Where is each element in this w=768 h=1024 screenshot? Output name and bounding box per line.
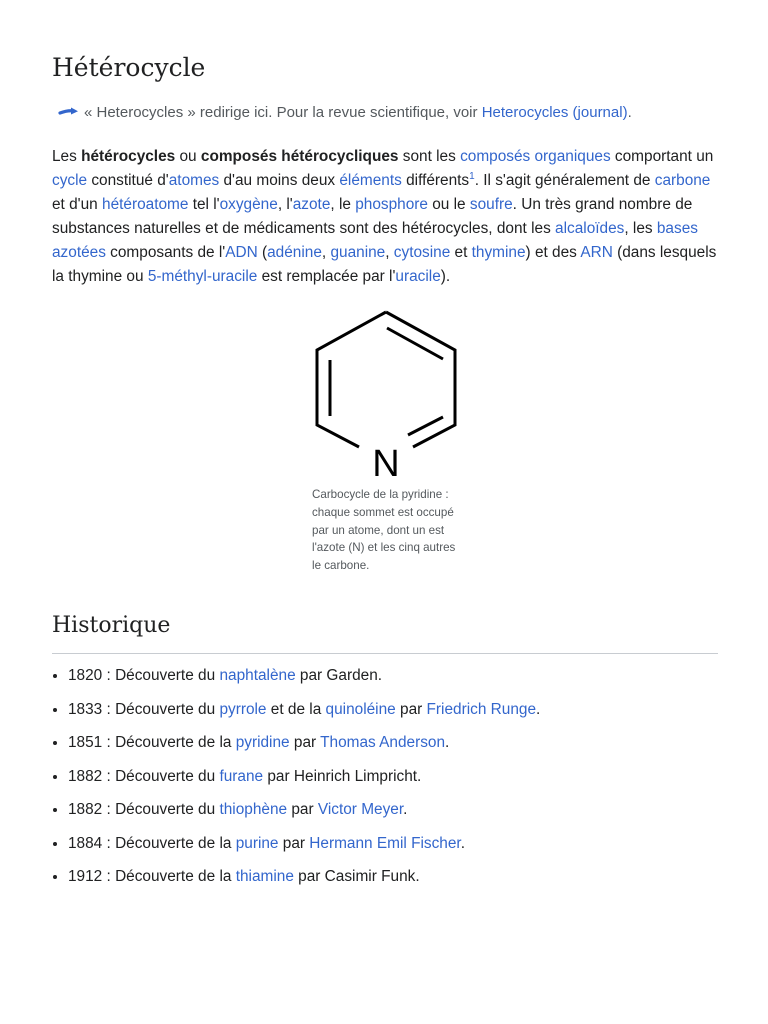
intro-text: , les <box>624 220 657 237</box>
link-cytosine[interactable]: cytosine <box>393 244 451 261</box>
link-pyrrole[interactable]: pyrrole <box>219 700 267 718</box>
link-bases-azotees[interactable]: bases azotées <box>52 220 698 261</box>
list-item <box>68 865 718 889</box>
link-thiamine[interactable]: thiamine <box>235 868 294 885</box>
link-adn[interactable]: ADN <box>225 244 258 261</box>
intro-text: ( <box>257 244 268 261</box>
bold-heterocycles: hétérocycles <box>81 148 176 165</box>
intro-text: ). <box>440 268 451 285</box>
link-soufre[interactable]: soufre <box>469 196 513 213</box>
link-5-methyl-uracile[interactable]: 5-méthyl-uracile <box>147 268 258 285</box>
item-text: 1882 : Découverte du <box>68 767 220 785</box>
pyridine-figure <box>312 304 460 575</box>
bold-composes-heterocycliques: composés hétérocycliques <box>200 148 399 165</box>
intro-text: différents <box>401 172 470 189</box>
link-purine[interactable]: purine <box>235 834 279 852</box>
link-atomes[interactable]: atomes <box>168 172 220 189</box>
nitrogen-atom-label: N <box>372 443 400 484</box>
item-text: . <box>403 801 408 818</box>
intro-text: (dans lesquels la thymine ou <box>52 244 717 285</box>
link-arn[interactable]: ARN <box>580 244 613 261</box>
list-item <box>68 765 718 789</box>
intro-text: d'au moins deux <box>219 172 340 189</box>
item-text: par Casimir Funk. <box>293 868 420 885</box>
page-title: Hétérocycle <box>52 53 206 82</box>
item-text: par <box>395 700 427 718</box>
item-text: . <box>445 734 450 751</box>
section-heading-historique: Historique <box>52 610 718 654</box>
redirect-arrow-icon <box>58 104 80 118</box>
link-thomas-anderson[interactable]: Thomas Anderson <box>320 734 446 751</box>
intro-text: , <box>321 244 331 261</box>
item-text: 1820 : Découverte du <box>68 667 220 684</box>
intro-text: comportant un <box>610 148 714 165</box>
hatnote-text: « Heterocycles » redirige ici. Pour la revue scientifique, voir <box>84 104 482 121</box>
intro-text: Les <box>52 148 82 165</box>
link-hermann-emil-fischer[interactable]: Hermann Emil Fischer <box>309 834 461 852</box>
link-friedrich-runge[interactable]: Friedrich Runge <box>426 700 537 718</box>
intro-text: . Un très grand nombre de substances naturelles et de médicaments sont des hétérocycles, dont les <box>52 196 693 237</box>
link-composes-organiques[interactable]: composés organiques <box>460 148 611 165</box>
hatnote <box>58 103 718 123</box>
link-furane[interactable]: furane <box>219 767 264 785</box>
item-text: par <box>289 734 321 751</box>
hatnote-link-heterocycles-journal[interactable]: Heterocycles (journal) <box>481 104 628 121</box>
link-quinoleine[interactable]: quinoléine <box>325 700 396 718</box>
item-text: . <box>460 834 465 852</box>
intro-text: composants de l' <box>105 244 226 261</box>
list-item <box>68 798 718 822</box>
item-text: par Garden. <box>295 667 383 684</box>
intro-text: tel l' <box>188 196 220 213</box>
link-uracile[interactable]: uracile <box>395 268 441 285</box>
hatnote-end: . <box>627 104 632 121</box>
link-thymine[interactable]: thymine <box>471 244 526 261</box>
intro-paragraph <box>52 145 718 289</box>
link-heteroatome[interactable]: hétéroatome <box>102 196 189 213</box>
history-list <box>52 664 718 899</box>
list-item <box>68 731 718 755</box>
item-text: par <box>287 801 318 818</box>
link-azote[interactable]: azote <box>292 196 331 213</box>
list-item <box>68 832 718 856</box>
link-alcaloides[interactable]: alcaloïdes <box>555 220 625 237</box>
link-oxygene[interactable]: oxygène <box>219 196 278 213</box>
intro-text: constitué d' <box>87 172 169 189</box>
figure-caption: Carbocycle de la pyridine : chaque sommet est occupé par un atome, dont un est l'azote (N) et les cinq autres le carbone. <box>312 488 456 573</box>
link-thiophene[interactable]: thiophène <box>219 801 288 818</box>
item-text: et de la <box>266 700 326 718</box>
intro-text: et d'un <box>52 196 103 213</box>
link-elements[interactable]: éléments <box>339 172 402 189</box>
list-item <box>68 698 718 722</box>
item-text: 1884 : Découverte de la <box>68 834 236 852</box>
intro-text: . Il s'agit généralement de <box>474 172 655 189</box>
link-cycle[interactable]: cycle <box>52 172 88 189</box>
link-carbone[interactable]: carbone <box>654 172 711 189</box>
item-text: 1851 : Découverte de la <box>68 734 236 751</box>
list-item <box>68 664 718 688</box>
intro-text: ) et des <box>525 244 581 261</box>
link-guanine[interactable]: guanine <box>330 244 386 261</box>
intro-text: et <box>450 244 472 261</box>
item-text: 1882 : Découverte du <box>68 801 220 818</box>
intro-text: ou le <box>427 196 470 213</box>
intro-text: , <box>385 244 394 261</box>
link-phosphore[interactable]: phosphore <box>355 196 428 213</box>
pyridine-structure-image[interactable] <box>312 304 460 484</box>
link-adenine[interactable]: adénine <box>267 244 322 261</box>
intro-text: est remplacée par l' <box>257 268 396 285</box>
item-text: par Heinrich Limpricht. <box>263 767 422 785</box>
intro-text: , l' <box>277 196 293 213</box>
item-text: 1912 : Découverte de la <box>68 868 236 885</box>
intro-text: ou <box>175 148 201 165</box>
link-naphtalene[interactable]: naphtalène <box>219 667 296 684</box>
link-victor-meyer[interactable]: Victor Meyer <box>317 801 404 818</box>
intro-text: , le <box>330 196 356 213</box>
intro-text: sont les <box>398 148 461 165</box>
item-text: . <box>536 700 541 718</box>
reference-1[interactable]: 1 <box>469 171 475 182</box>
item-text: par <box>278 834 310 852</box>
link-pyridine[interactable]: pyridine <box>235 734 290 751</box>
item-text: 1833 : Découverte du <box>68 700 220 718</box>
